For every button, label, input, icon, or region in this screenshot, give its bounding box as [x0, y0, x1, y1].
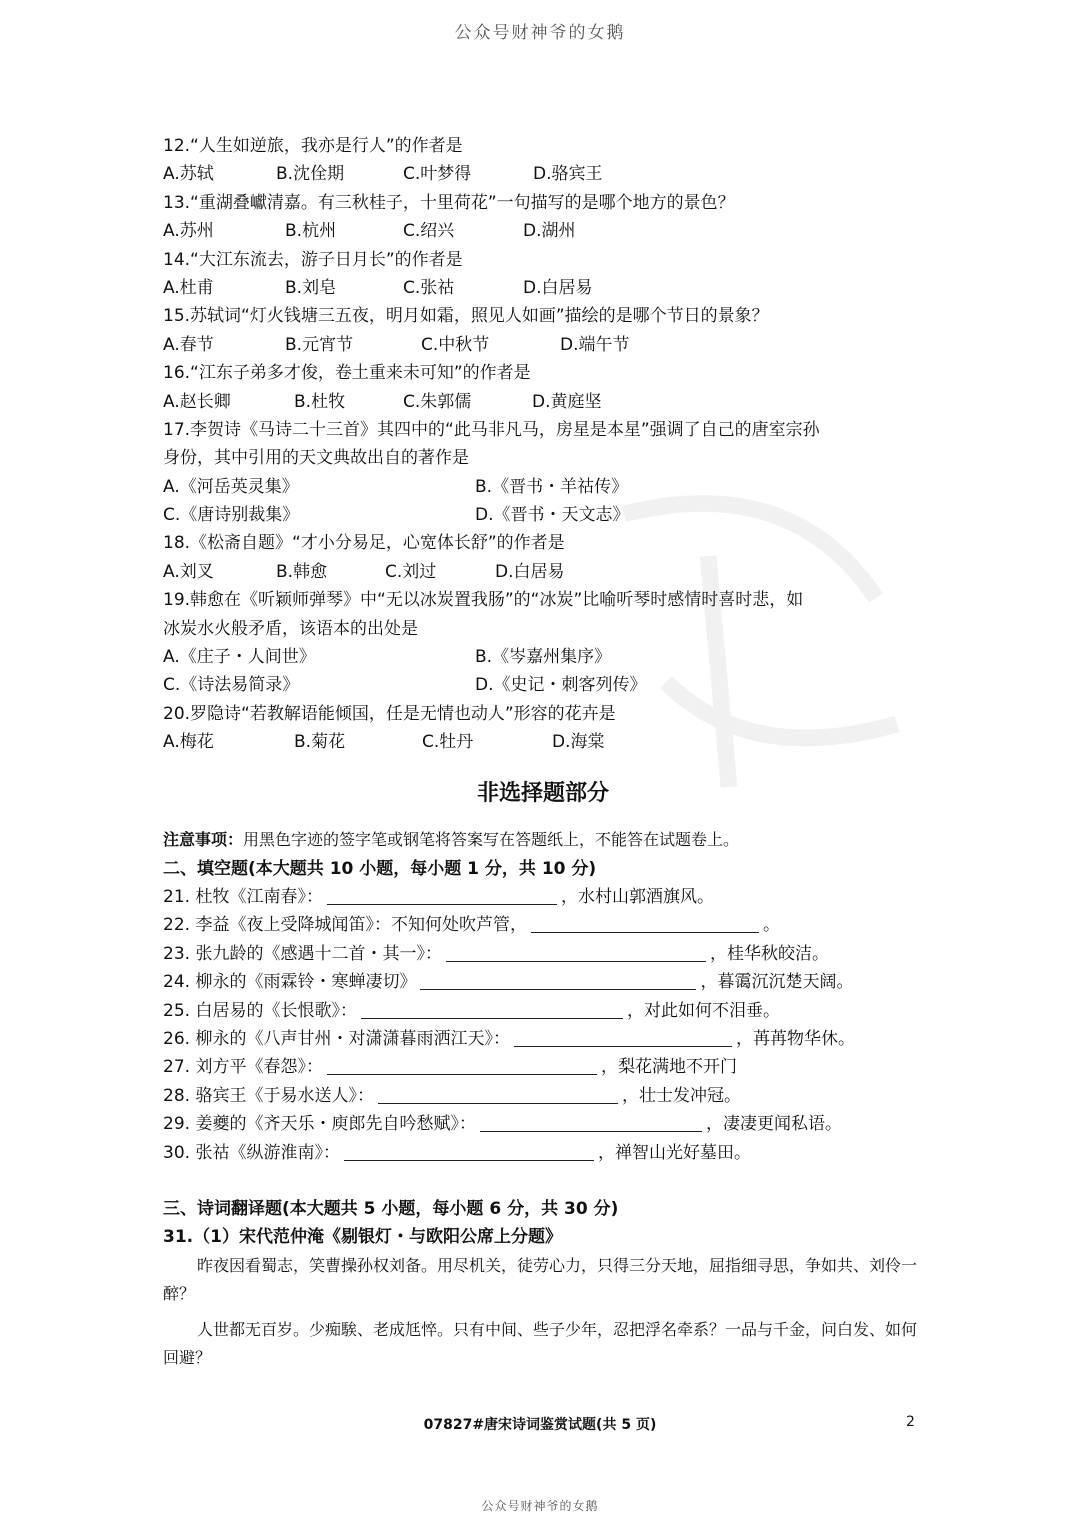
fill-suffix: ，苒苒物华休。 — [735, 1028, 855, 1049]
option-row — [163, 671, 923, 699]
fill-suffix: ，暮霭沉沉楚天阔。 — [700, 972, 854, 993]
question-stem: 16.“江东子弟多才俊，卷土重来未可知”的作者是 — [163, 363, 531, 384]
option-b: B.《晋书・羊祜传》 — [475, 476, 629, 497]
option-a: A.梅花 — [163, 732, 214, 753]
answer-blank — [514, 1028, 732, 1047]
option-row — [163, 217, 923, 245]
fill-prefix: 24. 柳永的《雨霖铃・寒蝉凄切》 — [163, 972, 417, 993]
option-c: C.刘过 — [385, 561, 437, 582]
question-stem: 20.罗隐诗“若教解语能倾国，任是无情也动人”形容的花卉是 — [163, 703, 616, 724]
fill-suffix: ，壮士发冲冠。 — [621, 1085, 741, 1106]
option-c: C.张祜 — [403, 277, 455, 298]
exam-content — [163, 132, 923, 1380]
fill-prefix: 21. 杜牧《江南春》： — [163, 886, 323, 907]
option-c: C.朱郭儒 — [403, 391, 472, 412]
option-b: B.刘皂 — [285, 277, 337, 298]
page-footer — [0, 1414, 1080, 1438]
option-d: D.《晋书・天文志》 — [475, 505, 630, 526]
option-a: A.苏轼 — [163, 164, 214, 185]
option-d: D.海棠 — [552, 732, 605, 753]
fill-item — [163, 940, 923, 968]
fill-prefix: 25. 白居易的《长恨歌》： — [163, 1000, 357, 1021]
question-stem: 15.苏轼词“灯火钱塘三五夜，明月如霜，照见人如画”描绘的是哪个节日的景象？ — [163, 306, 769, 327]
question-stem: 18.《松斋自题》“才小分易足，心宽体长舒”的作者是 — [163, 533, 565, 554]
option-row — [163, 558, 923, 586]
page-watermark-footer: 公众号财神爷的女鹅 — [481, 1499, 599, 1513]
fill-suffix: ，对此如何不泪垂。 — [626, 1000, 780, 1021]
question-stem: 冰炭水火般矛盾，该语本的出处是 — [163, 618, 418, 639]
option-d: D.骆宾王 — [533, 164, 603, 185]
option-a: A.《庄子・人间世》 — [163, 647, 316, 668]
translate-section-heading: 三、诗词翻译题(本大题共 5 小题，每小题 6 分，共 30 分) — [163, 1198, 619, 1219]
option-a: A.《河岳英灵集》 — [163, 476, 299, 497]
option-d: D.湖州 — [523, 221, 576, 242]
poem-paragraph: 昨夜因看蜀志，笑曹操孙权刘备。用尽机关，徒劳心力，只得三分天地，屈指细寻思，争如共、刘伶一醉？ — [163, 1255, 918, 1303]
fill-item — [163, 1053, 923, 1081]
option-c: C.《唐诗别裁集》 — [163, 505, 300, 526]
fill-item — [163, 1139, 923, 1167]
option-b: B.杜牧 — [294, 391, 346, 412]
option-row — [163, 473, 923, 501]
fill-prefix: 23. 张九龄的《感遇十二首・其一》： — [163, 943, 442, 964]
fill-suffix: ，凄凄更闻私语。 — [705, 1114, 842, 1135]
option-row — [163, 388, 923, 416]
fill-suffix: ，梨花满地不开门 — [600, 1057, 737, 1078]
fill-suffix: ，桂华秋皎洁。 — [709, 943, 829, 964]
option-b: B.沈佺期 — [276, 164, 345, 185]
option-c: C.叶梦得 — [403, 164, 472, 185]
question-stem: 13.“重湖叠巘清嘉。有三秋桂子，十里荷花”一句描写的是哪个地方的景色？ — [163, 192, 735, 213]
fill-item — [163, 883, 923, 911]
answer-blank — [420, 971, 696, 990]
question-stem: 19.韩愈在《听颖师弹琴》中“无以冰炭置我肠”的“冰炭”比喻听琴时感情时喜时悲，如 — [163, 590, 804, 611]
question-31-title: 31.（1）宋代范仲淹《剔银灯・与欧阳公席上分题》 — [163, 1227, 562, 1248]
option-b: B.元宵节 — [285, 334, 354, 355]
option-row — [163, 274, 923, 302]
fill-suffix: ，水村山郭酒旗风。 — [560, 886, 714, 907]
fill-prefix: 22. 李益《夜上受降城闻笛》：不知何处吹芦管， — [163, 915, 527, 936]
fill-item — [163, 997, 923, 1025]
option-c: C.绍兴 — [403, 221, 455, 242]
fill-prefix: 30. 张祜《纵游淮南》： — [163, 1142, 340, 1163]
fill-suffix: 。 — [762, 915, 780, 936]
option-a: A.苏州 — [163, 221, 214, 242]
option-b: B.菊花 — [294, 732, 346, 753]
question-stem: 14.“大江东流去，游子日月长”的作者是 — [163, 249, 463, 270]
option-c: C.中秋节 — [421, 334, 490, 355]
option-row — [163, 160, 923, 188]
fill-item — [163, 1082, 923, 1110]
answer-blank — [361, 1000, 623, 1019]
poem-paragraph: 人世都无百岁。少痴騃、老成尪悴。只有中间、些子少年，忍把浮名牵系？一品与千金，问白发、如何回避？ — [163, 1319, 918, 1367]
fill-prefix: 27. 刘方平《春怨》： — [163, 1057, 323, 1078]
question-stem: 17.李贺诗《马诗二十三首》其四中的“此马非凡马，房星是本星”强调了自己的唐室宗孙 — [163, 419, 820, 440]
page-header: 公众号财神爷的女鹅 — [454, 23, 626, 43]
question-stem: 12.“人生如逆旅，我亦是行人”的作者是 — [163, 136, 463, 156]
option-c: C.牡丹 — [422, 732, 474, 753]
question-stem: 身份，其中引用的天文典故出自的著作是 — [163, 448, 469, 469]
answer-blank — [531, 914, 759, 933]
fill-item — [163, 911, 923, 939]
notice-label: 注意事项： — [163, 829, 244, 849]
option-d: D.白居易 — [523, 277, 593, 298]
option-b: B.《岑嘉州集序》 — [475, 647, 612, 668]
fill-item — [163, 1110, 923, 1138]
answer-blank — [327, 886, 557, 905]
option-d: D.端午节 — [560, 334, 630, 355]
exam-title: 07827#唐宋诗词鉴赏试题(共 5 页) — [423, 1417, 657, 1433]
fill-suffix: ，禅智山光好墓田。 — [597, 1142, 751, 1163]
fill-prefix: 29. 姜夔的《齐天乐・庾郎先自吟愁赋》： — [163, 1114, 476, 1135]
option-d: D.黄庭坚 — [532, 391, 602, 412]
answer-blank — [446, 943, 706, 962]
option-a: A.赵长卿 — [163, 391, 231, 412]
answer-blank — [344, 1142, 594, 1161]
fill-item — [163, 968, 923, 996]
answer-blank — [327, 1056, 597, 1075]
option-row — [163, 501, 923, 529]
option-b: B.杭州 — [285, 221, 337, 242]
option-a: A.杜甫 — [163, 277, 214, 298]
option-row — [163, 728, 923, 756]
answer-blank — [378, 1085, 618, 1104]
option-a: A.春节 — [163, 334, 214, 355]
page-number: 2 — [906, 1414, 915, 1430]
option-row — [163, 331, 923, 359]
fill-section-heading: 二、填空题(本大题共 10 小题，每小题 1 分，共 10 分) — [163, 858, 597, 879]
answer-blank — [480, 1113, 702, 1132]
option-c: C.《诗法易简录》 — [163, 675, 300, 696]
option-row — [163, 643, 923, 671]
notice-text: 用黑色字迹的签字笔或钢笔将答案写在答题纸上，不能答在试题卷上。 — [243, 829, 740, 849]
fill-prefix: 28. 骆宾王《于易水送人》： — [163, 1085, 374, 1106]
option-d: D.白居易 — [495, 561, 565, 582]
option-b: B.韩愈 — [276, 561, 328, 582]
option-a: A.刘叉 — [163, 561, 214, 582]
fill-prefix: 26. 柳永的《八声甘州・对潇潇暮雨洒江天》： — [163, 1028, 510, 1049]
fill-item — [163, 1025, 923, 1053]
section-title: 非选择题部分 — [476, 780, 609, 806]
option-d: D.《史记・刺客列传》 — [475, 675, 647, 696]
notice — [163, 825, 923, 855]
